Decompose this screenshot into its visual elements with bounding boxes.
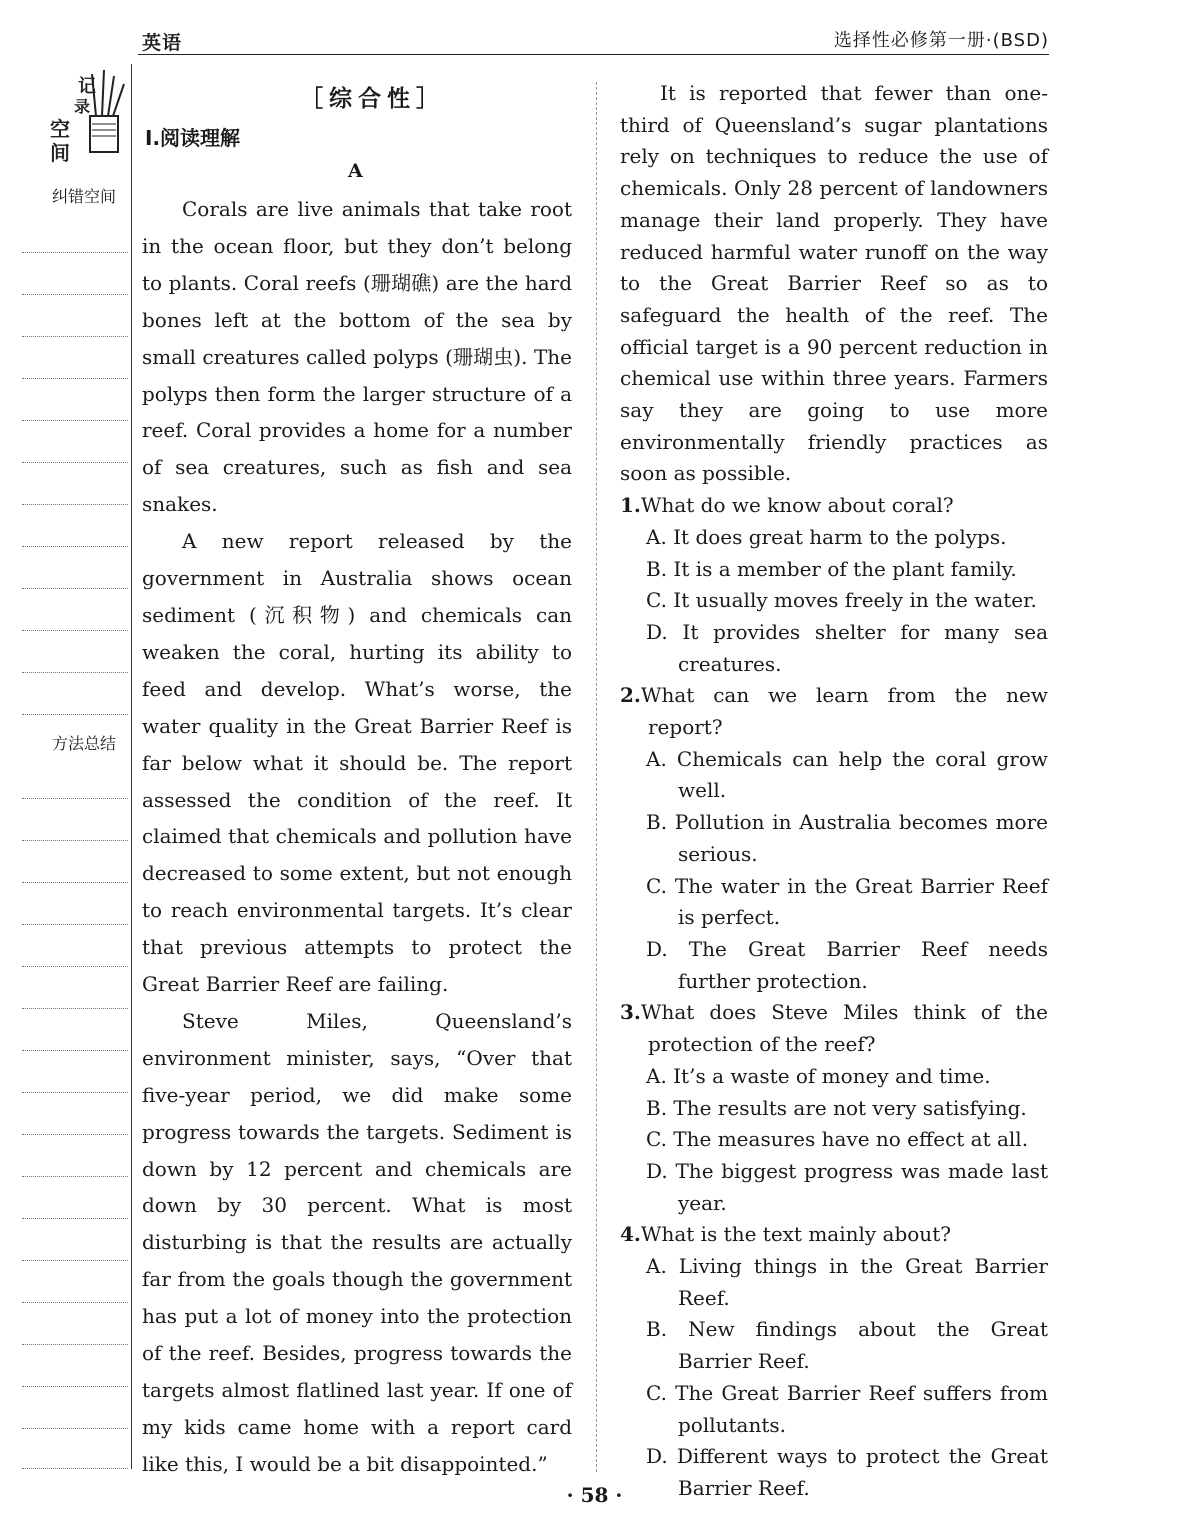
option-3d: D. The biggest progress was made last year. — [646, 1158, 1048, 1215]
subject-label: 英语 — [142, 32, 183, 54]
section-title: ［综合性］ — [300, 86, 445, 112]
option-2a: A. Chemicals can help the coral grow well. — [646, 746, 1048, 803]
passage-letter: A — [348, 160, 363, 182]
header-rule — [138, 54, 1049, 55]
svg-text:录: 录 — [74, 97, 91, 116]
passage-paragraph: It is reported that fewer than one-third of Queensland’s sugar plantations rely on techniques to reduce the use of chemicals. Only 28 percent of landowners manage their land properly. They have reduced harmful water runoff on the way to the Great Barrier Reef so as to safeguard the health of the reef. The official target is a 90 percent reduction in chemical use within three years. Farmers say they are going to use more environmentally friendly practices as soon as possible. — [620, 81, 1048, 486]
method-summary-label: 方法总结 — [52, 734, 117, 753]
option-2b: B. Pollution in Australia becomes more serious. — [646, 810, 1048, 866]
book-title: 选择性必修第一册·(BSD) — [833, 30, 1049, 51]
notes-space-logo-icon — [48, 66, 128, 166]
svg-text:间: 间 — [50, 141, 70, 165]
passage-paragraph: Corals are live animals that take root in the ocean floor, but they don’t belong to plants. Coral reefs (珊瑚礁) are the hard bones left at the bottom of the sea by small creatures called polyps (珊瑚虫). The polyps then form the larger structure of a reef. Coral provides a home for a number of sea creatures, such as fish and sea snakes. — [142, 197, 572, 517]
question-2: 2.What can we learn from the new report? — [620, 683, 1048, 740]
passage-paragraph: Steve Miles, Queensland’s environment minister, says, “Over that five-year period, we did make some progress towards the targets. Sediment is down by 12 percent and chemicals are down by 30 percent. What is most disturbing is that the results are actually far from the goals though the government has put a lot of money into the protection of the reef. Besides, progress towards the targets almost flatlined last year. If one of my kids came home with a report card like this, I would be a bit disappointed.” — [142, 1008, 572, 1476]
column-divider — [596, 82, 597, 1472]
error-notes-label: 纠错空间 — [52, 187, 117, 206]
option-2d: D. The Great Barrier Reef needs further protection. — [646, 936, 1048, 993]
option-1c: C. It usually moves freely in the water. — [646, 588, 1037, 613]
option-4b: B. New findings about the Great Barrier Reef. — [646, 1317, 1048, 1374]
option-4d: D. Different ways to protect the Great Barrier Reef. — [646, 1444, 1048, 1500]
margin-divider — [131, 64, 132, 1469]
passage-left-column — [142, 191, 572, 1483]
option-4a: A. Living things in the Great Barrier Reef. — [646, 1254, 1048, 1310]
svg-text:空: 空 — [50, 117, 70, 141]
question-4: 4.What is the text mainly about? — [620, 1222, 951, 1247]
option-1d: D. It provides shelter for many sea creatures. — [646, 619, 1048, 676]
passage-paragraph: A new report released by the government in Australia shows ocean sediment (沉积物) and chemicals can weaken the coral, hurting its ability to feed and develop. What’s worse, the water quality in the Great Barrier Reef is far below what it should be. The report assessed the condition of the reef. It claimed that chemicals and pollution have decreased to some extent, but not enough to reach environmental targets. It’s clear that previous attempts to protect the Great Barrier Reef are failing. — [142, 529, 572, 997]
question-1: 1.What do we know about coral? — [620, 493, 954, 518]
question-3: 3.What does Steve Miles think of the protection of the reef? — [620, 1000, 1048, 1057]
option-3a: A. It’s a waste of money and time. — [646, 1063, 991, 1088]
option-2c: C. The water in the Great Barrier Reef is perfect. — [646, 873, 1048, 930]
passage-right-column — [620, 78, 1048, 1505]
page-number: · 58 · — [566, 1483, 623, 1507]
option-1a: A. It does great harm to the polyps. — [646, 524, 1007, 549]
option-3b: B. The results are not very satisfying. — [646, 1095, 1027, 1120]
svg-text:记: 记 — [78, 76, 96, 97]
option-4c: C. The Great Barrier Reef suffers from pollutants. — [646, 1380, 1048, 1437]
option-1b: B. It is a member of the plant family. — [646, 556, 1017, 581]
part-title: Ⅰ.阅读理解 — [145, 126, 241, 150]
option-3c: C. The measures have no effect at all. — [646, 1127, 1029, 1152]
